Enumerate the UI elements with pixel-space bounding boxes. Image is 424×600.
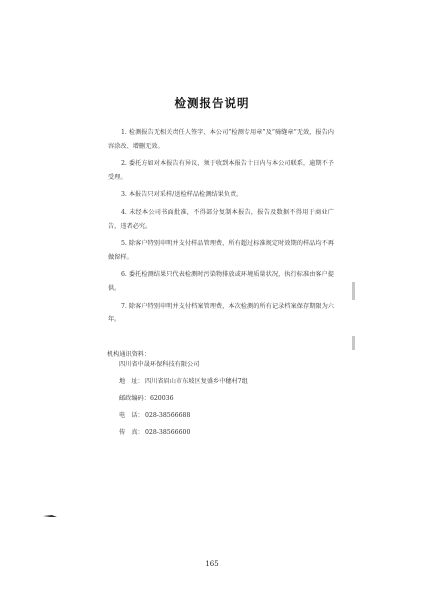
postcode-value: 620036	[149, 395, 174, 402]
note-item: 1. 检测报告无相关责任人签字、本公司“检测专用章”及“骑缝章”无效，报告内容涂改、增删无效。	[108, 129, 334, 150]
fax-row	[119, 427, 329, 439]
contact-block	[119, 359, 329, 444]
note-item: 2. 委托方如对本报告有异议，须于收到本报告十日内与本公司联系，逾期不予受理。	[108, 160, 334, 181]
address-value: 四川省眉山市东坡区复盛乡中穗村7组	[145, 378, 248, 385]
fax-value: 028-38566600	[145, 429, 191, 436]
notes-list	[108, 126, 334, 331]
phone-row	[119, 410, 329, 422]
contact-heading: 机构通讯资料：	[107, 351, 151, 358]
address-label: 地 址：	[119, 378, 144, 385]
note-item: 3. 本报告只对采样/送检样品检测结果负责。	[121, 191, 243, 199]
seam-stamp-mark	[352, 336, 355, 350]
postcode-label: 邮政编码：	[119, 395, 150, 402]
note-item: 4. 未经本公司书面批准，不得部分复制本报告，报告及数据不得用于商业广告，违者必究。	[108, 208, 334, 230]
fax-label: 传 真：	[119, 429, 144, 436]
page-number: 165	[205, 560, 219, 568]
phone-label: 电 话：	[119, 412, 144, 419]
company-name: 四川省中晟环保科技有限公司	[119, 361, 200, 368]
postcode-row	[119, 393, 329, 405]
phone-value: 028-38566688	[145, 412, 191, 419]
address-row	[119, 376, 329, 388]
page-title: 检测报告说明	[174, 96, 250, 110]
scan-speck-mark	[42, 513, 58, 519]
note-item: 6. 委托检测结果只代表检测时污染物排放或环境质量状况，执行标准由客户提供。	[108, 271, 334, 292]
seam-stamp-mark	[352, 282, 355, 300]
note-item: 5. 除客户特别申明并支付样品管理费，所有超过标准规定时效期的样品均不再做留样。	[108, 240, 334, 261]
note-item: 7. 除客户特别申明并支付档案管理费，本次检测的所有记录档案保存期限为六年。	[108, 302, 334, 324]
